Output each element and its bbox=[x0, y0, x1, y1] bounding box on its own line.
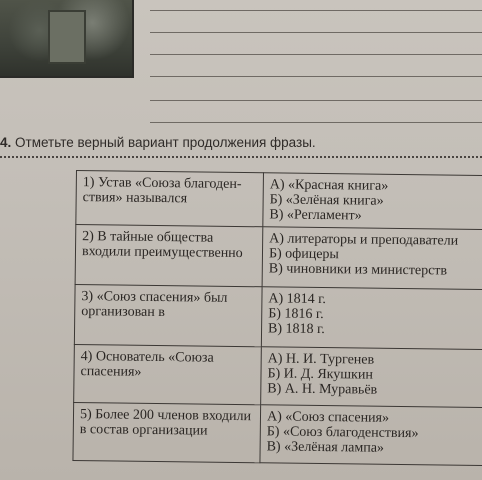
illustration-photo bbox=[0, 0, 134, 78]
option-a[interactable]: А) литераторы и преподаватели bbox=[269, 231, 459, 249]
answer-options bbox=[261, 287, 482, 350]
answer-options bbox=[260, 405, 482, 466]
option-c[interactable]: В) «Регламент» bbox=[269, 207, 362, 224]
stem-line: ствия» назывался bbox=[82, 190, 188, 207]
table-row bbox=[74, 284, 482, 349]
option-c[interactable]: В) 1818 г. bbox=[267, 321, 325, 338]
question-text: Отметьте верный вариант продолжения фразы. bbox=[15, 135, 316, 150]
option-c[interactable]: В) А. Н. Муравьёв bbox=[267, 381, 378, 398]
answer-options bbox=[261, 347, 482, 408]
question-number: 4. bbox=[0, 135, 12, 150]
option-a[interactable]: А) «Союз спасения» bbox=[266, 409, 390, 426]
option-c[interactable]: В) «Зелёная лампа» bbox=[266, 439, 385, 456]
option-a[interactable]: А) 1814 г. bbox=[268, 291, 326, 308]
answer-line bbox=[150, 122, 482, 123]
option-b[interactable]: Б) И. Д. Якушкин bbox=[267, 366, 373, 383]
answer-options bbox=[263, 173, 482, 230]
answer-options bbox=[262, 227, 482, 290]
stem-line: 3) «Союз спасения» был bbox=[81, 289, 228, 306]
answer-line bbox=[150, 100, 482, 101]
stem-line: 5) Более 200 членов входили bbox=[79, 407, 252, 425]
option-a[interactable]: А) Н. И. Тургенев bbox=[267, 351, 375, 368]
question-stem bbox=[74, 344, 262, 404]
question-stem bbox=[73, 402, 261, 462]
table-row bbox=[74, 344, 482, 407]
table-row bbox=[76, 171, 482, 230]
option-c[interactable]: В) чиновники из министерств bbox=[268, 261, 448, 279]
stem-line: 2) В тайные общества bbox=[82, 229, 214, 246]
answer-line bbox=[150, 10, 482, 11]
option-b[interactable]: Б) офицеры bbox=[268, 246, 339, 263]
question-stem bbox=[76, 171, 264, 227]
stem-line: спасения» bbox=[80, 364, 142, 380]
answer-line bbox=[150, 54, 482, 55]
table-row bbox=[75, 225, 482, 290]
option-b[interactable]: Б) 1816 г. bbox=[268, 306, 324, 323]
question-stem bbox=[75, 225, 263, 287]
table-row bbox=[73, 402, 482, 465]
question-stem bbox=[74, 284, 262, 346]
stem-line: в состав организации bbox=[79, 422, 208, 439]
stem-line: организован в bbox=[81, 304, 165, 321]
stem-line: 4) Основатель «Союза bbox=[80, 349, 214, 366]
option-b[interactable]: Б) «Союз благоденствия» bbox=[266, 424, 419, 442]
photo-detail bbox=[48, 10, 86, 64]
option-a[interactable]: А) «Красная книга» bbox=[269, 177, 389, 194]
dotted-divider bbox=[0, 156, 482, 158]
answer-line bbox=[150, 32, 482, 33]
answer-line bbox=[150, 76, 482, 77]
stem-line: входили преимущественно bbox=[81, 244, 243, 262]
question-heading bbox=[0, 135, 316, 150]
answer-table bbox=[72, 170, 482, 466]
stem-line: 1) Устав «Союза благоден- bbox=[82, 175, 242, 193]
option-b[interactable]: Б) «Зелёная книга» bbox=[269, 192, 384, 209]
